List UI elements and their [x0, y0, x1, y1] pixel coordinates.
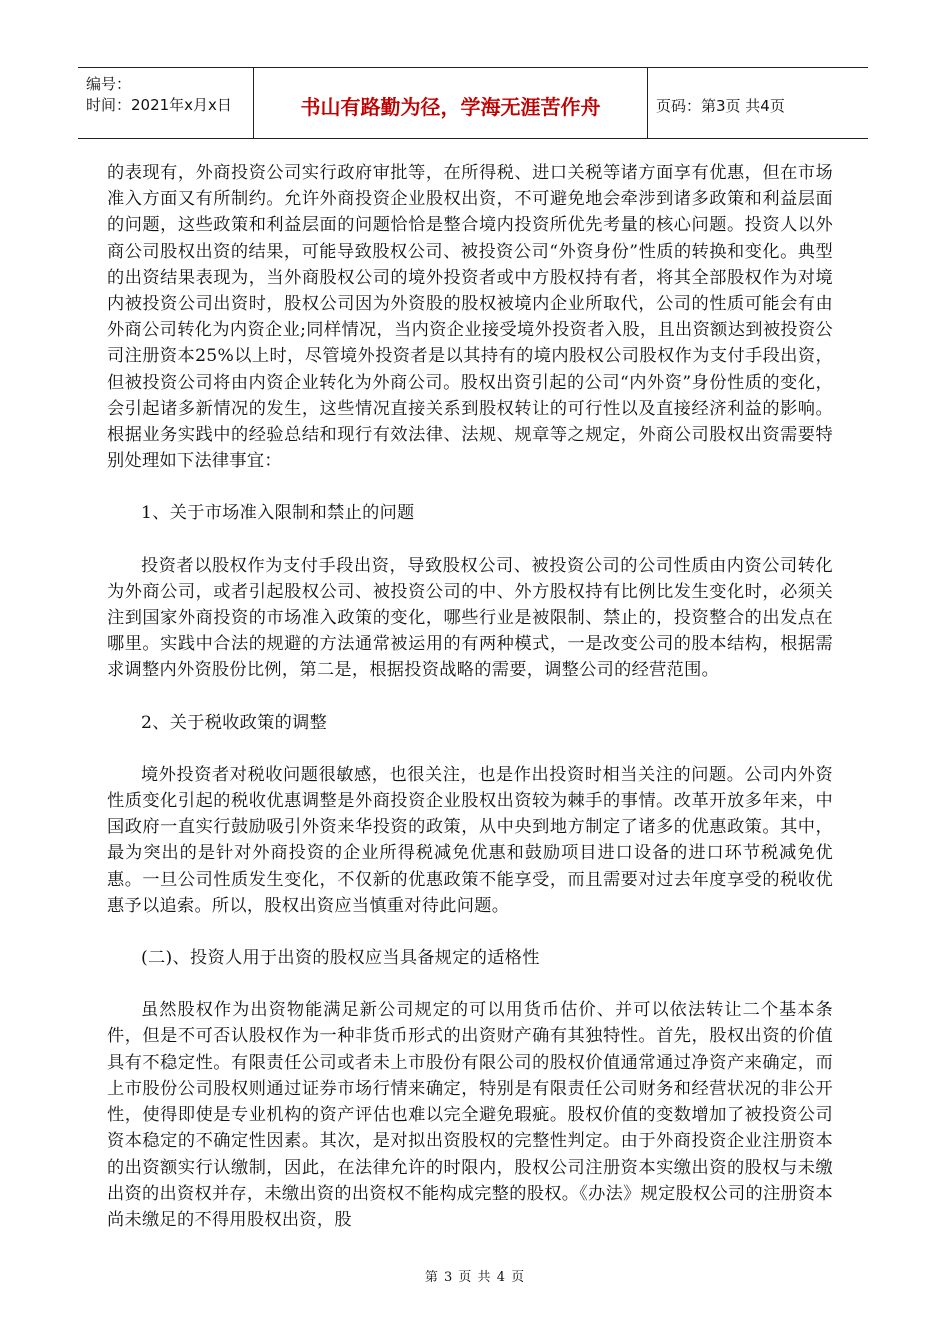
section-heading-1: 1、关于市场准入限制和禁止的问题 — [141, 503, 415, 524]
header-meta — [78, 68, 254, 138]
document-body — [107, 160, 833, 1233]
paragraph-2: 投资者以股权作为支付手段出资，导致股权公司、被投资公司的公司性质由内资公司转化为外商公司，或者引起股权公司、被投资公司的中、外方股权持有比例比发生变化时，必须关注到国家外商投资的市场准入政策的变化，哪些行业是被限制、禁止的，投资整合的出发点在哪里。实践中合法的规避的方法通常被运用的有两种模式，一是改变公司的股本结构，根据需求调整内外资股份比例，第二是，根据投资战略的需要，调整公司的经营范围。 — [107, 555, 833, 681]
paragraph-3: 境外投资者对税收问题很敏感，也很关注，也是作出投资时相当关注的问题。公司内外资性质变化引起的税收优惠调整是外商投资企业股权出资较为棘手的事情。改革开放多年来，中国政府一直实行鼓励吸引外资来华投资的政策，从中央到地方制定了诸多的优惠政策。其中，最为突出的是针对外商投资的企业所得税减免优惠和鼓励项目进口设备的进口环节税减免优惠。一旦公司性质发生变化，不仅新的优惠政策不能享受，而且需要对过去年度享受的税收优惠予以追索。所以，股权出资应当慎重对待此问题。 — [107, 764, 833, 916]
header-page-label: 页码：第3页 共4页 — [656, 96, 785, 115]
page-header — [78, 67, 868, 139]
header-motto: 书山有路勤为径，学海无涯苦作舟 — [254, 68, 648, 138]
page-footer: 第 3 页 共 4 页 — [424, 1270, 526, 1285]
doc-time-label: 时间：2021年x月x日 — [86, 96, 232, 114]
section-heading-3: (二)、投资人用于出资的股权应当具备规定的适格性 — [141, 948, 540, 969]
doc-number-label: 编号： — [86, 75, 132, 93]
paragraph-1: 的表现有，外商投资公司实行政府审批等，在所得税、进口关税等诸方面享有优惠，但在市场准入方面又有所制约。允许外商投资企业股权出资，不可避免地会牵涉到诸多政策和利益层面的问题，这些政策和利益层面的问题恰恰是整合境内投资所优先考量的核心问题。投资人以外商公司股权出资的结果，可能导致股权公司、被投资公司“外资身份”性质的转换和变化。典型的出资结果表现为，当外商股权公司的境外投资者或中方股权持有者，将其全部股权作为对境内被投资公司出资时，股权公司因为外资股的股权被境内企业所取代，公司的性质可能会有由外商公司转化为内资企业;同样情况，当内资企业接受境外投资者入股，且出资额达到被投资公司注册资本25%以上时，尽管境外投资者是以其持有的境内股权公司股权作为支付手段出资，但被投资公司将由内资企业转化为外商公司。股权出资引起的公司“内外资”身份性质的变化，会引起诸多新情况的发生，这些情况直接关系到股权转让的可行性以及直接经济利益的影响。根据业务实践中的经验总结和现行有效法律、法规、规章等之规定，外商公司股权出资需要特别处理如下法律事宜： — [107, 163, 833, 472]
paragraph-4: 虽然股权作为出资物能满足新公司规定的可以用货币估价、并可以依法转让二个基本条件，但是不可否认股权作为一种非货币形式的出资财产确有其独特性。首先，股权出资的价值具有不稳定性。有限责任公司或者未上市股份有限公司的股权价值通常通过净资产来确定，而上市股份公司股权则通过证券市场行情来确定，特别是有限责任公司财务和经营状况的非公开性，使得即使是专业机构的资产评估也难以完全避免瑕疵。股权价值的变数增加了被投资公司资本稳定的不确定性因素。其次，是对拟出资股权的完整性判定。由于外商投资企业注册资本的出资额实行认缴制，因此，在法律允许的时限内，股权公司注册资本实缴出资的股权与未缴出资的出资权并存，未缴出资的出资权不能构成完整的股权。《办法》规定股权公司的注册资本尚未缴足的不得用股权出资，股 — [107, 1000, 833, 1230]
section-heading-2: 2、关于税收政策的调整 — [141, 712, 328, 733]
